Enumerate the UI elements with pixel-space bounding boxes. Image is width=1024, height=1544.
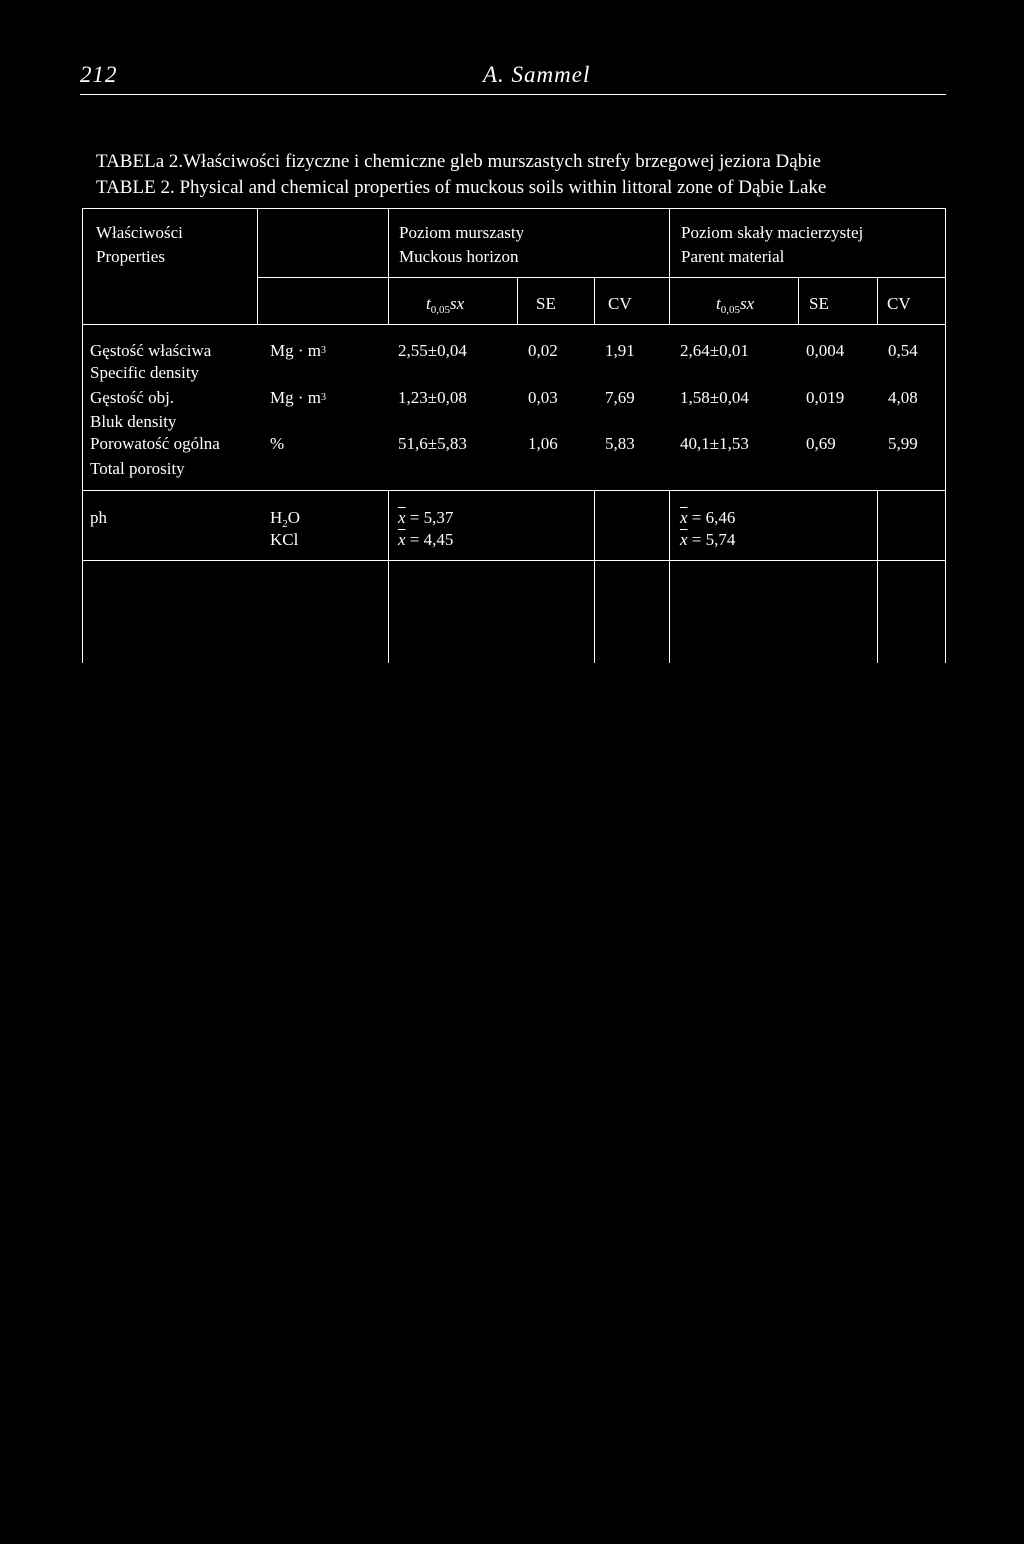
row-total-porosity-muck-mean: 51,6±5,83 (398, 434, 467, 453)
row-total-porosity-name-pl: Porowatość ogólna (90, 434, 220, 453)
header-muck-se: SE (536, 294, 556, 313)
header-parent-se: SE (809, 294, 829, 313)
table-caption-en: TABLE 2. Physical and chemical properties of muckous soils within littoral zone of Dąbie Lake (96, 177, 827, 198)
row-bulk-density-name-en: Bluk density (90, 412, 177, 431)
h2o-o: O (287, 508, 301, 527)
row-bulk-density-parent-cv: 4,08 (888, 388, 918, 407)
row-bulk-density-muck-se: 0,03 (528, 388, 558, 407)
row-specific-density-name-pl: Gęstość właściwa (90, 341, 212, 360)
col-rule-parent-se (877, 278, 878, 324)
table-border-left (82, 208, 83, 663)
row-ph-label: ph (90, 508, 107, 527)
mean-value: = 5,74 (691, 530, 736, 549)
header-muck-t-statistic (426, 294, 464, 316)
h2o-h: H (270, 508, 283, 527)
header-properties-pl: Właściwości (96, 223, 183, 242)
col-rule-muck-se-ph (594, 491, 595, 663)
running-author: A. Sammel (483, 62, 591, 87)
header-divider (257, 277, 946, 278)
row-total-porosity-unit: % (270, 434, 285, 453)
row-total-porosity-muck-cv: 5,83 (605, 434, 635, 453)
row-total-porosity-name-en: Total porosity (90, 459, 185, 478)
row-specific-density-parent-cv: 0,54 (888, 341, 918, 360)
row-total-porosity-muck-se: 1,06 (528, 434, 558, 453)
mean-value: = 4,45 (409, 530, 454, 549)
header-properties-en: Properties (96, 247, 165, 266)
page-number: 212 (80, 62, 118, 87)
row-specific-density-parent-se: 0,004 (806, 341, 845, 360)
row-specific-density-muck-mean: 2,55±0,04 (398, 341, 467, 360)
row-ph-h2o-unit (270, 508, 300, 530)
mean-symbol: $\overline{x}$ (680, 508, 688, 527)
row-specific-density-muck-cv: 1,91 (605, 341, 635, 360)
unit-exponent: 3 (321, 392, 326, 403)
table-border-top (82, 208, 946, 209)
h2o-subscript: 2 (282, 518, 288, 530)
col-rule-muck-cv (669, 208, 670, 324)
col-rule-parent-mean (798, 278, 799, 324)
mean-value: = 5,37 (409, 508, 454, 527)
col-rule-muck-se (594, 278, 595, 324)
header-muck-en: Muckous horizon (399, 247, 519, 266)
row-total-porosity-parent-mean: 40,1±1,53 (680, 434, 749, 453)
col-rule-unit (388, 208, 389, 324)
row-total-porosity-parent-cv: 5,99 (888, 434, 918, 453)
row-ph-kcl-parent-mean (680, 530, 735, 550)
unit-text: Mg · m (270, 388, 321, 407)
row-bulk-density-muck-mean: 1,23±0,08 (398, 388, 467, 407)
col-rule-muck-mean (517, 278, 518, 324)
row-specific-density-muck-se: 0,02 (528, 341, 558, 360)
header-bottom-rule (82, 324, 946, 325)
properties-table (82, 208, 946, 663)
row-ph-kcl-muck-mean (398, 530, 453, 550)
header-parent-pl: Poziom skały macierzystej (681, 223, 864, 242)
row-specific-density-unit (270, 341, 326, 364)
ph-section-rule (82, 560, 946, 561)
t-symbol: t (716, 294, 721, 313)
t-symbol: t (426, 294, 431, 313)
row-total-porosity-parent-se: 0,69 (806, 434, 836, 453)
row-specific-density-parent-mean: 2,64±0,01 (680, 341, 749, 360)
header-parent-t-statistic (716, 294, 754, 316)
col-rule-properties (257, 208, 258, 324)
unit-exponent: 3 (321, 345, 326, 356)
col-rule-parent-se-ph (877, 491, 878, 663)
row-bulk-density-parent-mean: 1,58±0,04 (680, 388, 749, 407)
row-bulk-density-unit (270, 388, 326, 411)
sx-symbol: sx (739, 294, 755, 313)
header-muck-pl: Poziom murszasty (399, 223, 525, 242)
row-bulk-density-parent-se: 0,019 (806, 388, 845, 407)
table-caption-pl: TABELa 2.Właściwości fizyczne i chemiczne gleb murszastych strefy brzegowej jeziora Dąbie (96, 151, 821, 172)
row-specific-density-name-en: Specific density (90, 363, 200, 382)
mean-symbol: $\overline{x}$ (398, 508, 406, 527)
row-bulk-density-muck-cv: 7,69 (605, 388, 635, 407)
row-ph-kcl-unit: KCl (270, 530, 299, 549)
t-subscript: 0,05 (430, 304, 450, 316)
unit-text: Mg · m (270, 341, 321, 360)
mean-value: = 6,46 (691, 508, 736, 527)
t-subscript: 0,05 (720, 304, 740, 316)
header-muck-cv: CV (608, 294, 632, 313)
header-parent-cv: CV (887, 294, 911, 313)
row-ph-h2o-muck-mean (398, 508, 453, 528)
sx-symbol: sx (449, 294, 465, 313)
mean-symbol: $\overline{x}$ (398, 530, 406, 549)
density-section-rule (82, 490, 946, 491)
row-bulk-density-name-pl: Gęstość obj. (90, 388, 175, 407)
mean-symbol: $\overline{x}$ (680, 530, 688, 549)
col-rule-unit-ph (388, 491, 389, 663)
col-rule-muck-cv-ph (669, 491, 670, 663)
row-ph-h2o-parent-mean (680, 508, 735, 528)
header-rule (80, 94, 946, 95)
header-parent-en: Parent material (681, 247, 785, 266)
